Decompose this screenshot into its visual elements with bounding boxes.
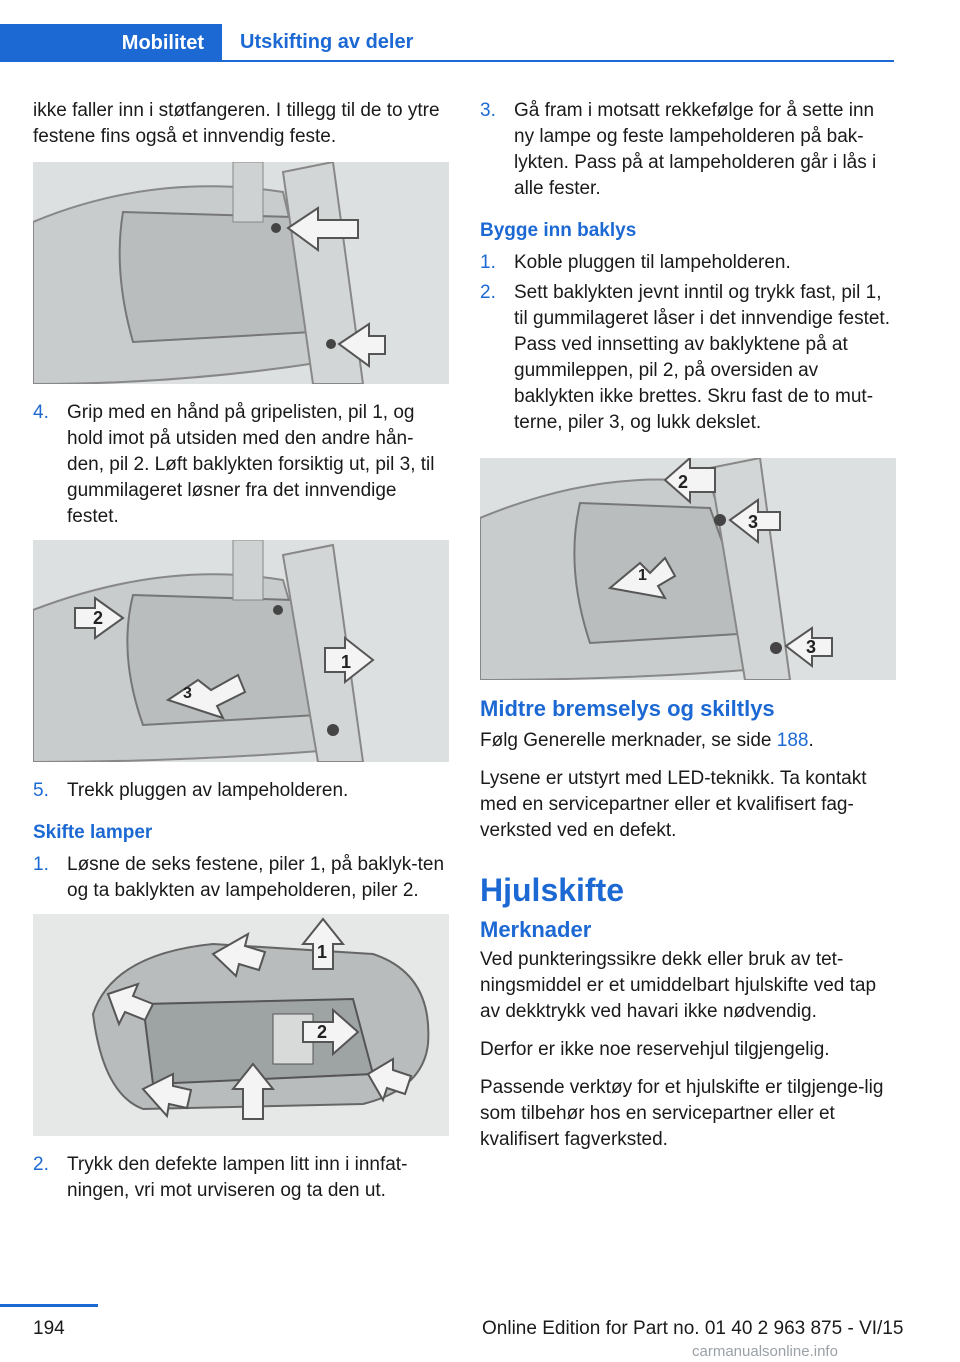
step-number: 2. [480,282,496,303]
page-link-188[interactable]: 188 [776,730,809,751]
tail-light-image-1 [33,162,449,384]
step-text: Koble pluggen til lampeholderen. [514,252,791,273]
step-5 [33,778,449,804]
intro-paragraph: ikke faller inn i støtfangeren. I tillegg til de to ytre festene fins også et innvendig feste. [33,100,440,147]
step-text: Grip med en hånd på gripelisten, pil 1, og hold imot på utsiden med den andre hån-den, pil 2. Løft baklykten forsiktig ut, pil 3, til gummilageret løsner fra det innvendige festet. [67,402,435,527]
lamp-holder-image [33,914,449,1136]
figure-remove-tail-light [33,540,449,762]
tab-utskifting-av-deler[interactable]: Utskifting av deler [222,24,894,62]
heading-midtre-bremselys: Midtre bremselys og skiltlys [480,696,775,721]
arrow-label-1: 1 [341,652,352,672]
install-step-1 [480,250,896,276]
heading-merknader: Merknader [480,917,592,942]
install-label-2: 2 [678,472,689,492]
left-column [33,98,449,1208]
tail-light-image-2 [33,540,449,762]
step-number: 5. [33,780,49,801]
brake-paragraph-1 [480,728,896,754]
brake-p1-end: . [808,730,814,751]
install-step-2 [480,280,896,436]
notes-paragraph-3: Passende verktøy for et hjulskifte er tilgjenge-lig som tilbehør hos en servicepartner eller et kvalifisert fagverksted. [480,1077,884,1150]
step-text: Løsne de seks festene, piler 1, på baklyk-ten og ta baklykten av lampeholderen, piler 2. [67,854,445,901]
figure-tail-light-fasteners [33,162,449,384]
brake-p1-text: Følg Generelle merknader, se side [480,730,777,751]
lamp-step-2 [33,1152,449,1204]
step-text: Sett baklykten jevnt inntil og trykk fast, pil 1, til gummilageret låser i det innvendige festet. Pass ved innsetting av baklyktene på at gummileppen, pil 2, på oversiden av baklykten ikke brettes. Skru fast de to mut-terne, piler 3, og lukk dekslet. [514,282,890,433]
heading-hjulskifte: Hjulskifte [480,872,625,908]
step-number: 2. [33,1154,49,1175]
step-text: Trekk pluggen av lampeholderen. [67,780,349,801]
step-number: 1. [33,854,49,875]
notes-paragraph-1: Ved punkteringssikre dekk eller bruk av tet-ningsmiddel er et umiddelbart hjulskifte ved tap av dekktrykk ved havari ikke nødvendig. [480,949,877,1022]
lamp-step-3 [480,98,896,202]
install-label-1: 1 [638,567,647,584]
page-number: 194 [33,1318,65,1339]
subheading-skifte-lamper: Skifte lamper [33,822,153,843]
page-header [0,0,960,62]
step-4 [33,400,449,530]
arrow-label-3: 3 [183,685,192,702]
step-text: Trykk den defekte lampen litt inn i innfat-ningen, vri mot urviseren og ta den ut. [67,1154,408,1201]
step-number: 3. [480,100,496,121]
figure-lamp-holder [33,914,449,1136]
edition-text: Online Edition for Part no. 01 40 2 963 875 - VI/15 [482,1318,904,1339]
figure-install-tail-light [480,458,896,680]
lamp-label-1: 1 [317,942,328,962]
lamp-step-1 [33,852,449,904]
install-label-3a: 3 [748,512,759,532]
brake-paragraph-2: Lysene er utstyrt med LED-teknikk. Ta kontakt med en servicepartner eller et kvalifisert fag-verksted ved en defekt. [480,768,867,841]
tab-mobilitet[interactable]: Mobilitet [0,24,222,62]
arrow-label-2: 2 [93,608,104,628]
lamp-label-2: 2 [317,1022,328,1042]
tail-light-image-3 [480,458,896,680]
step-number: 1. [480,252,496,273]
right-column [480,98,896,1165]
subheading-bygge-inn-baklys: Bygge inn baklys [480,220,637,241]
watermark: carmanualsonline.info [692,1343,838,1360]
step-number: 4. [33,402,49,423]
step-text: Gå fram i motsatt rekkefølge for å sette inn ny lampe og feste lampeholderen på bak-lykten. Pass på at lampeholderen går i lås i alle fester. [514,100,877,199]
notes-paragraph-2: Derfor er ikke noe reservehjul tilgjengelig. [480,1039,830,1060]
install-label-3b: 3 [806,637,817,657]
footer-rule [0,1304,98,1307]
